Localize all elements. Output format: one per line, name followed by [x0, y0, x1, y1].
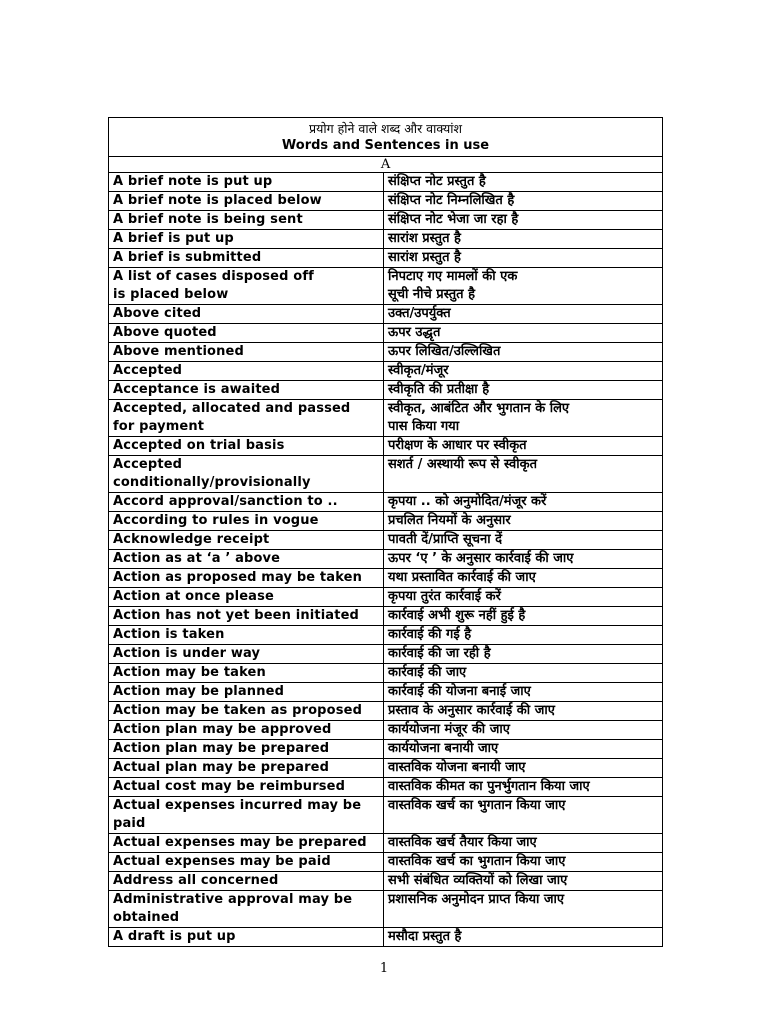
english-phrase: Accepted [109, 362, 384, 381]
english-phrase: Action may be planned [109, 683, 384, 702]
table-row [109, 456, 663, 493]
hindi-translation: स्वीकृति की प्रतीक्षा है [384, 381, 663, 400]
hindi-translation: कृपया तुरंत कार्रवाई करें [384, 588, 663, 607]
english-phrase: A brief is submitted [109, 249, 384, 268]
table-row [109, 664, 663, 683]
english-phrase: Action as proposed may be taken [109, 569, 384, 588]
table-row [109, 797, 663, 834]
hindi-translation: स्वीकृत/मंजूर [384, 362, 663, 381]
hindi-translation: संक्षिप्त नोट प्रस्तुत है [384, 173, 663, 192]
hindi-translation: संक्षिप्त नोट निम्नलिखित है [384, 192, 663, 211]
table-row [109, 569, 663, 588]
english-phrase: Action as at ‘a ’ above [109, 550, 384, 569]
table-row [109, 891, 663, 928]
english-phrase: Address all concerned [109, 872, 384, 891]
hindi-translation: कृपया .. को अनुमोदित/मंजूर करें [384, 493, 663, 512]
english-phrase: Action is under way [109, 645, 384, 664]
table-row [109, 493, 663, 512]
hindi-translation: कार्रवाई की गई है [384, 626, 663, 645]
english-phrase: Action is taken [109, 626, 384, 645]
hindi-translation: ऊपर लिखित/उल्लिखित [384, 343, 663, 362]
table-row [109, 230, 663, 249]
english-phrase: A brief note is being sent [109, 211, 384, 230]
english-phrase: Above mentioned [109, 343, 384, 362]
english-phrase: Above cited [109, 305, 384, 324]
table-row [109, 721, 663, 740]
table-row [109, 607, 663, 626]
table-row [109, 268, 663, 305]
english-phrase: Actual expenses may be paid [109, 853, 384, 872]
english-phrase: Accepted conditionally/provisionally [109, 456, 384, 493]
english-phrase: Action at once please [109, 588, 384, 607]
table-row [109, 588, 663, 607]
english-phrase: Action plan may be approved [109, 721, 384, 740]
table-row [109, 872, 663, 891]
english-phrase: Action may be taken as proposed [109, 702, 384, 721]
hindi-translation: ऊपर ‘ए ’ के अनुसार कार्रवाई की जाए [384, 550, 663, 569]
glossary-table [108, 117, 663, 947]
english-phrase: Actual expenses incurred may be paid [109, 797, 384, 834]
english-phrase: According to rules in vogue [109, 512, 384, 531]
table-row [109, 305, 663, 324]
table-row [109, 853, 663, 872]
hindi-translation: कार्ययोजना मंजूर की जाए [384, 721, 663, 740]
english-phrase: Accepted on trial basis [109, 437, 384, 456]
table-row [109, 550, 663, 569]
table-row [109, 249, 663, 268]
hindi-translation: कार्रवाई की जा रही है [384, 645, 663, 664]
hindi-translation: कार्ययोजना बनायी जाए [384, 740, 663, 759]
english-phrase: Actual expenses may be prepared [109, 834, 384, 853]
hindi-translation: स्वीकृत, आबंटित और भुगतान के लिए पास किया गया [384, 400, 663, 437]
english-phrase: Acknowledge receipt [109, 531, 384, 550]
hindi-translation: सारांश प्रस्तुत है [384, 249, 663, 268]
english-phrase: A brief note is placed below [109, 192, 384, 211]
hindi-translation: कार्रवाई की जाए [384, 664, 663, 683]
english-phrase: A draft is put up [109, 928, 384, 947]
hindi-translation: प्रशासनिक अनुमोदन प्राप्त किया जाए [384, 891, 663, 928]
table-row [109, 211, 663, 230]
table-row [109, 400, 663, 437]
english-phrase: Actual plan may be prepared [109, 759, 384, 778]
english-phrase: Acceptance is awaited [109, 381, 384, 400]
hindi-translation: कार्रवाई की योजना बनाई जाए [384, 683, 663, 702]
table-row [109, 343, 663, 362]
hindi-translation: सभी संबंधित व्यक्तियों को लिखा जाए [384, 872, 663, 891]
hindi-translation: प्रस्ताव के अनुसार कार्रवाई की जाए [384, 702, 663, 721]
english-title: Words and Sentences in use [281, 138, 490, 153]
table-row [109, 645, 663, 664]
title-cell [109, 118, 663, 157]
hindi-translation: परीक्षण के आधार पर स्वीकृत [384, 437, 663, 456]
english-phrase: Accepted, allocated and passed for payment [109, 400, 384, 437]
english-phrase: Action plan may be prepared [109, 740, 384, 759]
english-phrase: A list of cases disposed off is placed below [109, 268, 384, 305]
table-row [109, 834, 663, 853]
glossary-table-body [109, 118, 663, 947]
english-phrase: Action may be taken [109, 664, 384, 683]
english-phrase: Accord approval/sanction to .. [109, 493, 384, 512]
english-phrase: A brief note is put up [109, 173, 384, 192]
hindi-translation: कार्रवाई अभी शुरू नहीं हुई है [384, 607, 663, 626]
hindi-translation: पावती दें/प्राप्ति सूचना दें [384, 531, 663, 550]
section-letter-row [109, 157, 663, 173]
hindi-translation: संक्षिप्त नोट भेजा जा रहा है [384, 211, 663, 230]
hindi-translation: प्रचलित नियमों के अनुसार [384, 512, 663, 531]
table-row [109, 531, 663, 550]
hindi-translation: वास्तविक खर्च का भुगतान किया जाए [384, 853, 663, 872]
hindi-translation: उक्त/उपर्युक्त [384, 305, 663, 324]
hindi-translation: सारांश प्रस्तुत है [384, 230, 663, 249]
english-phrase: Administrative approval may be obtained [109, 891, 384, 928]
hindi-translation: ऊपर उद्धृत [384, 324, 663, 343]
table-row [109, 381, 663, 400]
table-row [109, 173, 663, 192]
table-row [109, 626, 663, 645]
table-row [109, 437, 663, 456]
hindi-translation: मसौदा प्रस्तुत है [384, 928, 663, 947]
title-row [109, 118, 663, 157]
english-phrase: A brief is put up [109, 230, 384, 249]
hindi-translation: यथा प्रस्तावित कार्रवाई की जाए [384, 569, 663, 588]
table-row [109, 683, 663, 702]
english-phrase: Actual cost may be reimbursed [109, 778, 384, 797]
hindi-translation: वास्तविक कीमत का पुनर्भुगतान किया जाए [384, 778, 663, 797]
english-phrase: Action has not yet been initiated [109, 607, 384, 626]
page-number: 1 [379, 961, 389, 976]
table-row [109, 512, 663, 531]
hindi-title: प्रयोग होने वाले शब्द और वाक्यांश [308, 121, 463, 136]
hindi-translation: वास्तविक खर्च का भुगतान किया जाए [384, 797, 663, 834]
hindi-translation: निपटाए गए मामलों की एक सूची नीचे प्रस्तुत है [384, 268, 663, 305]
hindi-translation: सशर्त / अस्थायी रूप से स्वीकृत [384, 456, 663, 493]
table-row [109, 324, 663, 343]
hindi-translation: वास्तविक योजना बनायी जाए [384, 759, 663, 778]
table-row [109, 759, 663, 778]
table-row [109, 192, 663, 211]
table-row [109, 702, 663, 721]
table-row [109, 362, 663, 381]
hindi-translation: वास्तविक खर्च तैयार किया जाए [384, 834, 663, 853]
english-phrase: Above quoted [109, 324, 384, 343]
table-row [109, 740, 663, 759]
table-row [109, 778, 663, 797]
section-letter: A [109, 157, 663, 173]
table-row [109, 928, 663, 947]
